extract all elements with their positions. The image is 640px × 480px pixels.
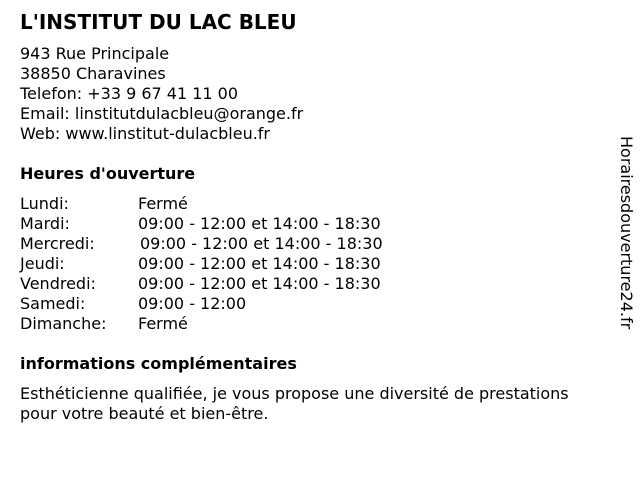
hours-heading: Heures d'ouverture: [20, 164, 196, 183]
business-name: L'INSTITUT DU LAC BLEU: [20, 10, 297, 34]
day-label: Lundi:: [20, 194, 69, 213]
website-url: Web: www.linstitut-dulacbleu.fr: [20, 124, 271, 143]
phone-number: Telefon: +33 9 67 41 11 00: [20, 84, 239, 103]
city-postcode: 38850 Charavines: [20, 64, 166, 83]
email-address: Email: linstitutdulacbleu@orange.fr: [20, 104, 304, 123]
info-description: [20, 384, 620, 424]
day-label: Samedi:: [20, 294, 86, 313]
address-block: [20, 44, 303, 144]
info-line-2: pour votre beauté et bien-être.: [20, 404, 269, 423]
time-value: 09:00 - 12:00 et 14:00 - 18:30: [138, 254, 381, 273]
day-label: Dimanche:: [20, 314, 107, 333]
time-value: Fermé: [138, 314, 188, 333]
time-value: Fermé: [138, 194, 188, 213]
info-line-1: Esthéticienne qualifiée, je vous propose une diversité de prestations: [20, 384, 569, 403]
day-label: Jeudi:: [20, 254, 65, 273]
info-heading: informations complémentaires: [20, 354, 297, 373]
time-value: 09:00 - 12:00 et 14:00 - 18:30: [140, 234, 383, 253]
day-label: Mercredi:: [20, 234, 95, 253]
time-value: 09:00 - 12:00 et 14:00 - 18:30: [138, 214, 381, 233]
street-address: 943 Rue Principale: [20, 44, 170, 63]
time-value: 09:00 - 12:00: [138, 294, 247, 313]
day-label: Vendredi:: [20, 274, 96, 293]
site-watermark: Horairesdouverture24.fr: [617, 136, 636, 330]
time-value: 09:00 - 12:00 et 14:00 - 18:30: [138, 274, 381, 293]
day-label: Mardi:: [20, 214, 70, 233]
